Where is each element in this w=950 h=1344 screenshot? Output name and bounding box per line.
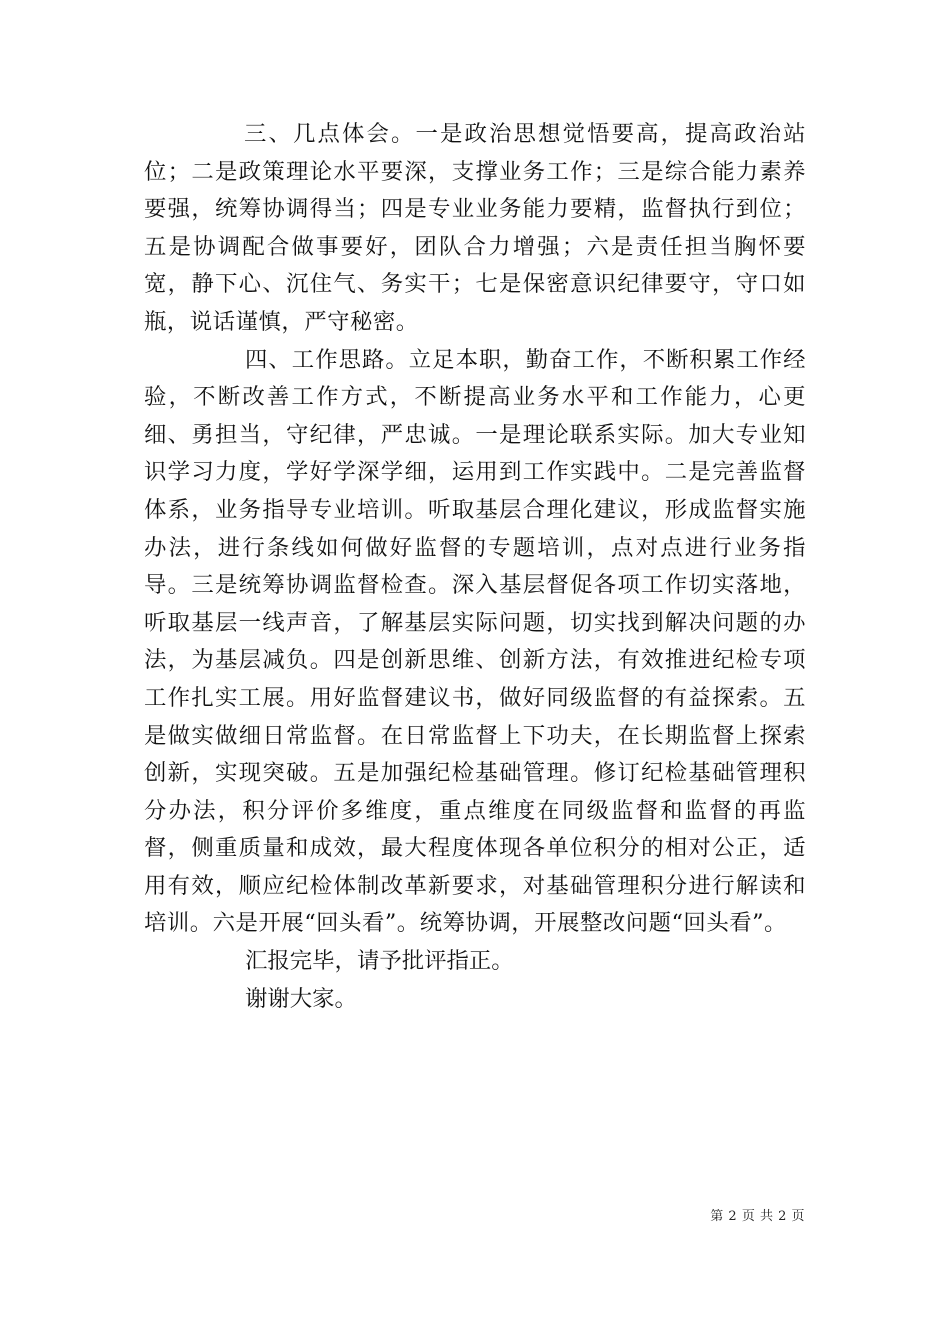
document-body (144, 116, 806, 1018)
paragraph-work-plan: 四、工作思路。立足本职，勤奋工作，不断积累工作经验，不断改善工作方式，不断提高业务水平和工作能力，心更细、勇担当，守纪律，严忠诚。一是理论联系实际。加大专业知识学习力度，学好学深学细，运用到工作实践中。二是完善监督体系，业务指导专业培训。听取基层合理化建议，形成监督实施办法，进行条线如何做好监督的专题培训，点对点进行业务指导。三是统筹协调监督检查。深入基层督促各项工作切实落地，听取基层一线声音，了解基层实际问题，切实找到解决问题的办法，为基层减负。四是创新思维、创新方法，有效推进纪检专项工作扎实工展。用好监督建议书，做好同级监督的有益探索。五是做实做细日常监督。在日常监督上下功夫，在长期监督上探索创新，实现突破。五是加强纪检基础管理。修订纪检基础管理积分办法，积分评价多维度，重点维度在同级监督和监督的再监督，侧重质量和成效，最大程度体现各单位积分的相对公正，适用有效，顺应纪检体制改革新要求，对基础管理积分进行解读和培训。六是开展“回头看”。统筹协调，开展整改问题“回头看”。 (144, 346, 806, 937)
closing-thanks: 谢谢大家。 (245, 985, 357, 1012)
page-number-footer: 第 2 页 共 2 页 (710, 1209, 805, 1224)
paragraph-experience: 三、几点体会。一是政治思想觉悟要高，提高政治站位；二是政策理论水平要深，支撑业务工作；三是综合能力素养要强，统筹协调得当；四是专业业务能力要精，监督执行到位；五是协调配合做事要好，团队合力增强；六是责任担当胸怀要宽，静下心、沉住气、务实干；七是保密意识纪律要守，守口如瓶，说话谨慎，严守秘密。 (144, 121, 806, 335)
closing-report-complete: 汇报完毕，请予批评指正。 (245, 948, 514, 975)
